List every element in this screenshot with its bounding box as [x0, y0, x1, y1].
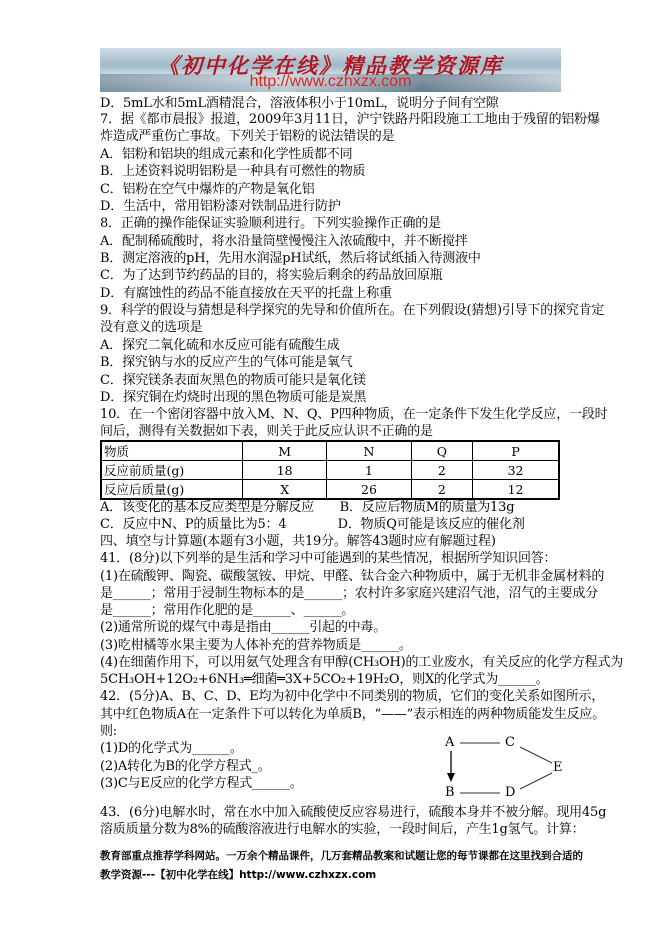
- text-line: C．为了达到节约药品的目的，将实验后剩余的药品放回原瓶: [100, 268, 443, 283]
- text-line: B．上述资料说明铝粉是一种具有可燃性的物质: [100, 164, 366, 179]
- text-line: A．该变化的基本反应类型是分解反应 B．反应后物质M的质量为13g: [100, 500, 515, 515]
- table-cell: 2: [411, 480, 473, 500]
- banner-url[interactable]: http://www.czhxzx.com: [249, 73, 412, 90]
- text-line: (2)通常所说的煤气中毒是指由______引起的中毒。: [100, 620, 387, 635]
- text-line: 没有意义的选项是: [100, 320, 203, 335]
- text-line: 41．(8分)以下列举的是生活和学习中可能遇到的某些情况，根据所学知识回答：: [100, 551, 557, 566]
- banner-title: 《初中化学在线》精品教学资源库: [158, 53, 503, 78]
- text-line: (4)在细菌作用下，可以用氨气处理含有甲醇(CH₃OH)的工业废水，有关反应的化学方程式为: [100, 655, 624, 670]
- text-line: 42．(5分)A、B、C、D、E均为初中化学中不同类别的物质，它们的变化关系如图所示，: [100, 689, 605, 704]
- text-line: 是______；常用作化肥的是______、______。: [100, 603, 355, 618]
- table-cell: 反应后质量(g): [101, 480, 243, 500]
- relation-diagram: [440, 733, 570, 803]
- table-cell: N: [327, 441, 411, 461]
- text-line: C．探究镁条表面灰黑色的物质可能只是氧化镁: [100, 373, 366, 388]
- text-line: 43．(6分)电解水时，常在水中加入硫酸使反应容易进行，硫酸本身并不被分解。现用45g: [100, 805, 607, 820]
- text-line: D．有腐蚀性的药品不能直接放在天平的托盘上称重: [100, 286, 392, 301]
- text-line: A．配制稀硫酸时，将水沿量筒壁慢慢注入浓硫酸中，并不断搅拌: [100, 234, 468, 249]
- table-cell: 18: [243, 461, 327, 480]
- table-cell: 2: [411, 461, 473, 480]
- table-cell: 32: [473, 461, 559, 480]
- footer-line: 教育部重点推荐学科网站。一万余个精品课件，几万套精品教案和试题让您的每节课都在这里找到合适的: [100, 850, 583, 862]
- text-line: C．反应中N、P的质量比为5：4 D．物质Q可能是该反应的催化剂: [100, 517, 525, 532]
- text-line: D．生活中，常用铝粉漆对铁制品进行防护: [100, 199, 341, 214]
- text-line: (2)A转化为B的化学方程式_。: [100, 759, 271, 774]
- node-d: D: [505, 785, 516, 800]
- text-line: 7．据《都市晨报》报道，2009年3月11日，沪宁铁路丹阳段施工工地由于残留的铝粉爆: [100, 112, 600, 127]
- text-line: 四、填空与计算题(本题有3小题，共19分。解答43题时应有解题过程): [100, 534, 496, 549]
- text-line: (1)D的化学式为______。: [100, 741, 243, 756]
- text-line: D．5mL水和5mL酒精混合，溶液体积小于10mL，说明分子间有空隙: [100, 96, 499, 111]
- table-cell: X: [243, 480, 327, 500]
- footer-line: 教学资源---【初中化学在线】http://www.czhxzx.com: [100, 869, 377, 881]
- text-line: 5CH₃OH+12O₂+6NH₃═细菌═3X+5CO₂+19H₂O，则X的化学式为______。: [100, 672, 549, 687]
- node-e: E: [553, 760, 563, 775]
- table-row: [101, 480, 559, 500]
- site-banner: [100, 48, 561, 92]
- text-line: C．铝粉在空气中爆炸的产物是氧化铝: [100, 182, 315, 197]
- text-line: 是______；常用于浸制生物标本的是______；农村许多家庭兴建沼气池，沼气的主要成分: [100, 586, 599, 601]
- text-line: 8．正确的操作能保证实验顺利进行。下列实验操作正确的是: [100, 216, 441, 231]
- table-header-row: [101, 441, 559, 461]
- table-cell: 物质: [101, 441, 243, 461]
- text-line: (3)吃柑橘等水果主要为人体补充的营养物质是______。: [100, 638, 412, 653]
- text-line: A．探究二氧化硫和水反应可能有硫酸生成: [100, 338, 340, 353]
- text-line: 溶质质量分数为8%的硫酸溶液进行电解水的实验，一段时间后，产生1g氢气。计算：: [100, 822, 585, 837]
- text-line: 其中红色物质A在一定条件下可以转化为单质B，“——”表示相连的两种物质能发生反应。: [100, 707, 606, 722]
- table-row: [101, 461, 559, 480]
- text-line: 炸造成严重伤亡事故。下列关于铝粉的说法错误的是: [100, 129, 395, 144]
- table-cell: 1: [327, 461, 411, 480]
- text-line: 间后，测得有关数据如下表，则关于此反应认识不正确的是: [100, 424, 433, 439]
- table-cell: Q: [411, 441, 473, 461]
- text-line: D．探究铜在灼烧时出现的黑色物质可能是炭黑: [100, 390, 367, 405]
- table-cell: 12: [473, 480, 559, 500]
- text-line: 9．科学的假设与猜想是科学探究的先导和价值所在。在下列假设(猜想)引导下的探究肯定: [100, 303, 605, 318]
- table-cell: M: [243, 441, 327, 461]
- table-cell: 26: [327, 480, 411, 500]
- node-c: C: [505, 735, 515, 750]
- text-line: A．铝粉和铝块的组成元素和化学性质都不同: [100, 147, 353, 162]
- node-a: A: [445, 735, 455, 750]
- table-cell: 反应前质量(g): [101, 461, 243, 480]
- text-line: B．测定溶液的pH，先用水润湿pH试纸，然后将试纸插入待测液中: [100, 251, 481, 266]
- text-line: 则:: [100, 724, 117, 739]
- data-table: [100, 440, 560, 500]
- node-b: B: [445, 785, 455, 800]
- text-line: (1)在硫酸钾、陶瓷、碳酸氢铵、甲烷、甲醛、钛合金六种物质中，属于无机非金属材料的: [100, 569, 605, 584]
- text-line: (3)C与E反应的化学方程式______。: [100, 776, 303, 791]
- text-line: 10．在一个密闭容器中放入M、N、Q、P四种物质，在一定条件下发生化学反应，一段时: [100, 407, 608, 422]
- text-line: B．探究钠与水的反应产生的气体可能是氧气: [100, 355, 353, 370]
- table-cell: P: [473, 441, 559, 461]
